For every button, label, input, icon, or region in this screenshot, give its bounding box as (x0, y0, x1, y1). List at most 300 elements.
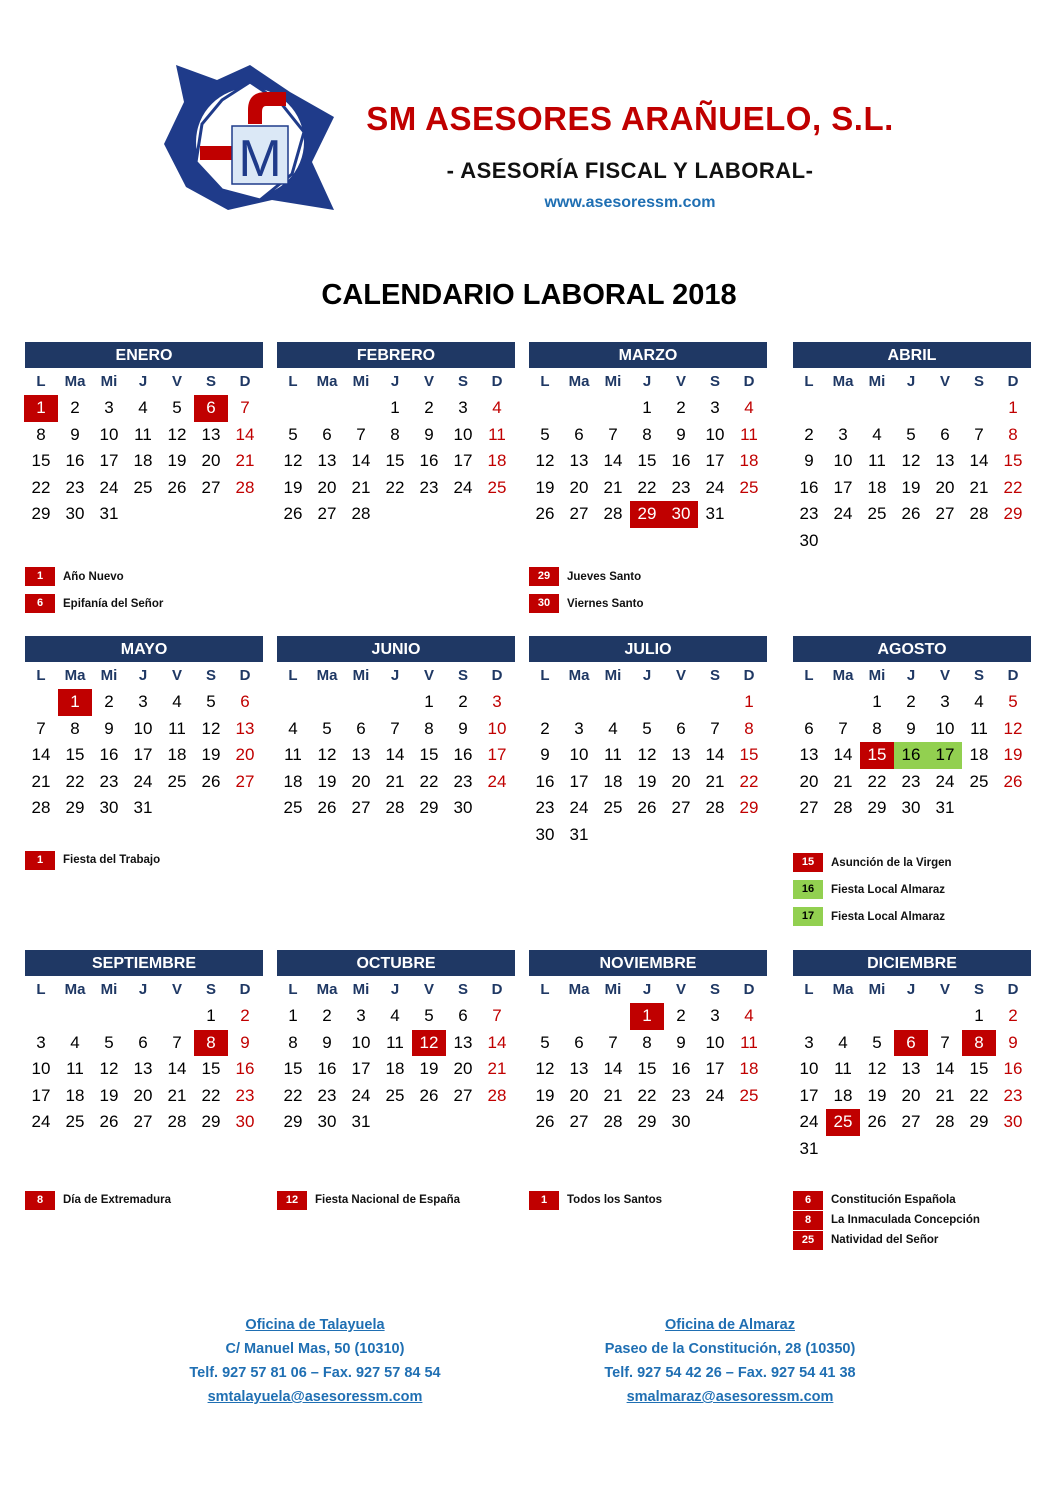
day-cell: 21 (603, 477, 623, 497)
day-cell: 12 (637, 745, 657, 765)
weekday-label: D (743, 373, 755, 390)
sunday-day-cell: 9 (1008, 1032, 1018, 1052)
day-cell: 29 (637, 1112, 657, 1132)
day-cell: 17 (833, 477, 853, 497)
legend-item (529, 1190, 769, 1210)
sunday-day-cell: 25 (739, 1085, 759, 1105)
day-cell: 4 (838, 1032, 848, 1052)
day-cell: 2 (70, 398, 80, 417)
day-cell: 6 (940, 424, 950, 444)
day-cell: 3 (574, 718, 584, 738)
month-grid (276, 662, 515, 822)
day-cell: 19 (99, 1085, 119, 1105)
empty-cell (928, 1003, 962, 1030)
empty-cell (792, 395, 826, 422)
month-junio (277, 636, 515, 822)
month-grid (24, 662, 263, 822)
weekday-label: S (205, 981, 216, 998)
weekday-label: Mi (100, 981, 118, 998)
local-holiday-day-cell: 17 (928, 742, 962, 769)
day-cell: 26 (419, 1085, 439, 1105)
legend-agosto (793, 849, 1033, 930)
sunday-day-cell: 21 (487, 1059, 507, 1079)
weekday-label: L (36, 667, 46, 684)
office-address: Paseo de la Constitución, 28 (10350) (604, 1341, 856, 1357)
day-cell: 21 (351, 477, 371, 497)
day-cell: 12 (201, 718, 221, 738)
legend-day-badge: 15 (793, 853, 823, 872)
sunday-day-cell: 15 (1003, 451, 1023, 471)
day-cell: 10 (705, 424, 725, 444)
day-cell: 16 (799, 477, 819, 497)
sunday-day-cell: 22 (1003, 477, 1023, 497)
day-cell: 21 (833, 771, 853, 791)
legend-day-badge: 30 (529, 594, 559, 613)
empty-cell (24, 1003, 58, 1030)
weekday-label: Mi (868, 981, 886, 998)
legend-day-badge: 6 (793, 1191, 823, 1210)
sunday-day-cell: 1 (1008, 398, 1018, 417)
day-cell: 11 (834, 1059, 852, 1079)
day-cell: 4 (288, 718, 298, 738)
month-marzo (529, 342, 767, 528)
day-cell: 26 (201, 771, 221, 791)
day-cell: 31 (569, 824, 589, 844)
day-cell: 27 (799, 798, 819, 818)
day-cell: 26 (283, 504, 303, 524)
weekday-label: D (1007, 373, 1019, 390)
weekday-label: S (457, 981, 468, 998)
legend-text: Fiesta Local Almaraz (831, 883, 945, 896)
month-grid (24, 368, 263, 528)
legend-mayo (25, 850, 265, 870)
empty-cell (528, 1003, 562, 1030)
day-cell: 9 (458, 718, 468, 738)
legend-day-badge: 16 (793, 880, 823, 899)
empty-cell (562, 689, 596, 716)
day-cell: 15 (419, 745, 439, 765)
office-email-link[interactable]: smalmaraz@asesoressm.com (626, 1389, 834, 1405)
day-cell: 9 (676, 1032, 686, 1052)
day-cell: 17 (569, 771, 589, 791)
holiday-day-cell: 8 (962, 1030, 996, 1057)
legend-item (25, 590, 265, 617)
day-cell: 14 (935, 1059, 955, 1079)
day-cell: 5 (540, 424, 550, 444)
empty-cell (698, 689, 732, 716)
sunday-day-cell: 23 (235, 1085, 255, 1105)
day-cell: 6 (574, 1032, 584, 1052)
day-cell: 23 (65, 477, 85, 497)
day-cell: 19 (419, 1059, 439, 1079)
month-diciembre (793, 950, 1031, 1163)
sunday-day-cell: 11 (488, 424, 506, 444)
weekday-label: Mi (352, 373, 370, 390)
day-cell: 28 (603, 504, 623, 524)
day-cell: 18 (867, 477, 887, 497)
sunday-day-cell: 4 (744, 1006, 754, 1025)
day-cell: 6 (322, 424, 332, 444)
day-cell: 30 (453, 798, 473, 818)
day-cell: 9 (424, 424, 434, 444)
day-cell: 26 (535, 1112, 555, 1132)
day-cell: 1 (206, 1006, 216, 1025)
weekday-label: V (675, 981, 686, 998)
day-cell: 20 (901, 1085, 921, 1105)
month-enero (25, 342, 263, 528)
day-cell: 24 (453, 477, 473, 497)
day-cell: 28 (833, 798, 853, 818)
day-cell: 24 (31, 1112, 51, 1132)
legend-day-badge: 29 (529, 567, 559, 586)
weekday-label: L (804, 373, 814, 390)
day-cell: 13 (671, 745, 691, 765)
weekday-label: L (36, 373, 46, 390)
day-cell: 12 (99, 1059, 119, 1079)
day-cell: 24 (935, 771, 955, 791)
day-cell: 15 (637, 451, 657, 471)
day-cell: 8 (642, 1032, 652, 1052)
sunday-day-cell: 13 (235, 718, 255, 738)
sunday-day-cell: 7 (492, 1006, 502, 1025)
empty-cell (860, 395, 894, 422)
day-cell: 20 (671, 771, 691, 791)
sunday-day-cell: 25 (487, 477, 507, 497)
empty-cell (928, 395, 962, 422)
empty-cell (962, 395, 996, 422)
legend-item (25, 850, 265, 870)
legend-day-badge: 1 (529, 1191, 559, 1210)
sunday-day-cell: 8 (1008, 424, 1018, 444)
weekday-label: D (491, 981, 503, 998)
day-cell: 12 (535, 451, 555, 471)
day-cell: 10 (705, 1032, 725, 1052)
empty-cell (344, 689, 378, 716)
day-cell: 4 (974, 692, 984, 711)
day-cell: 16 (535, 771, 555, 791)
weekday-label: D (491, 373, 503, 390)
weekday-label: V (171, 981, 182, 998)
day-cell: 6 (458, 1006, 468, 1025)
empty-cell (276, 689, 310, 716)
day-cell: 27 (901, 1112, 921, 1132)
month-header: ENERO (25, 342, 263, 368)
day-cell: 28 (935, 1112, 955, 1132)
day-cell: 10 (133, 718, 153, 738)
day-cell: 14 (31, 745, 51, 765)
empty-cell (310, 395, 344, 422)
weekday-label: V (939, 981, 950, 998)
day-cell: 17 (799, 1085, 819, 1105)
weekday-label: Ma (832, 981, 854, 998)
day-cell: 6 (804, 718, 814, 738)
legend-day-badge: 1 (25, 567, 55, 586)
legend-day-badge: 6 (25, 594, 55, 613)
day-cell: 22 (969, 1085, 989, 1105)
day-cell: 20 (317, 477, 337, 497)
day-cell: 19 (901, 477, 921, 497)
company-website-link[interactable]: www.asesoressm.com (544, 194, 716, 211)
legend-septiembre (25, 1190, 265, 1210)
day-cell: 25 (603, 798, 623, 818)
day-cell: 2 (424, 398, 434, 417)
day-cell: 5 (322, 718, 332, 738)
day-cell: 20 (935, 477, 955, 497)
day-cell: 21 (935, 1085, 955, 1105)
day-cell: 3 (804, 1032, 814, 1052)
day-cell: 23 (99, 771, 119, 791)
day-cell: 26 (99, 1112, 119, 1132)
day-cell: 21 (705, 771, 725, 791)
holiday-day-cell: 8 (194, 1030, 228, 1057)
weekday-label: L (36, 981, 46, 998)
day-cell: 30 (65, 504, 85, 524)
day-cell: 8 (872, 718, 882, 738)
weekday-label: J (906, 667, 916, 684)
day-cell: 24 (133, 771, 153, 791)
day-cell: 19 (867, 1085, 887, 1105)
day-cell: 5 (424, 1006, 434, 1025)
empty-cell (792, 1003, 826, 1030)
day-cell: 27 (317, 504, 337, 524)
day-cell: 9 (322, 1032, 332, 1052)
office-title: Oficina de Talayuela (245, 1317, 385, 1333)
day-cell: 14 (603, 1059, 623, 1079)
day-cell: 24 (799, 1112, 819, 1132)
day-cell: 20 (569, 1085, 589, 1105)
empty-cell (562, 1003, 596, 1030)
month-grid (528, 662, 767, 849)
weekday-label: Mi (100, 667, 118, 684)
legend-diciembre (793, 1190, 1033, 1250)
sunday-day-cell: 20 (235, 745, 255, 765)
company-logo (162, 62, 338, 212)
office-email-link[interactable]: smtalayuela@asesoressm.com (207, 1389, 423, 1405)
month-febrero (277, 342, 515, 528)
day-cell: 7 (36, 718, 46, 738)
weekday-label: S (973, 667, 984, 684)
sunday-day-cell: 3 (492, 692, 502, 711)
day-cell: 28 (167, 1112, 187, 1132)
day-cell: 13 (799, 745, 819, 765)
weekday-label: V (423, 373, 434, 390)
month-grid (24, 976, 263, 1136)
day-cell: 16 (65, 451, 85, 471)
month-octubre (277, 950, 515, 1136)
day-cell: 25 (167, 771, 187, 791)
office-phones: Telf. 927 57 81 06 – Fax. 927 57 84 54 (189, 1365, 441, 1381)
holiday-day-cell: 1 (24, 395, 58, 422)
weekday-label: S (709, 667, 720, 684)
day-cell: 16 (671, 1059, 691, 1079)
day-cell: 23 (671, 477, 691, 497)
legend-noviembre (529, 1190, 769, 1210)
day-cell: 29 (419, 798, 439, 818)
day-cell: 13 (901, 1059, 921, 1079)
day-cell: 4 (872, 424, 882, 444)
page-header (0, 0, 1058, 260)
weekday-label: Ma (568, 981, 590, 998)
sunday-day-cell: 4 (744, 398, 754, 417)
day-cell: 24 (705, 477, 725, 497)
day-cell: 6 (356, 718, 366, 738)
day-cell: 10 (569, 745, 589, 765)
day-cell: 12 (317, 745, 337, 765)
office-address: C/ Manuel Mas, 50 (10310) (225, 1341, 405, 1357)
day-cell: 22 (637, 1085, 657, 1105)
day-cell: 17 (133, 745, 153, 765)
day-cell: 6 (574, 424, 584, 444)
day-cell: 23 (535, 798, 555, 818)
day-cell: 19 (283, 477, 303, 497)
sunday-day-cell: 18 (739, 1059, 759, 1079)
empty-cell (58, 1003, 92, 1030)
empty-cell (24, 689, 58, 716)
legend-enero (25, 563, 265, 617)
day-cell: 26 (167, 477, 187, 497)
day-cell: 19 (317, 771, 337, 791)
day-cell: 15 (31, 451, 51, 471)
sunday-day-cell: 7 (240, 398, 250, 417)
weekday-label: V (171, 373, 182, 390)
day-cell: 22 (31, 477, 51, 497)
weekday-label: J (642, 373, 652, 390)
weekday-label: D (743, 981, 755, 998)
empty-cell (160, 1003, 194, 1030)
weekday-label: J (642, 667, 652, 684)
legend-day-badge: 1 (25, 851, 55, 870)
day-cell: 10 (453, 424, 473, 444)
empty-cell (792, 689, 826, 716)
sunday-day-cell: 4 (492, 398, 502, 417)
weekday-label: L (540, 667, 550, 684)
weekday-label: Ma (316, 373, 338, 390)
day-cell: 8 (288, 1032, 298, 1052)
day-cell: 15 (385, 451, 405, 471)
weekday-label: J (138, 667, 148, 684)
day-cell: 2 (540, 718, 550, 738)
weekday-label: V (939, 667, 950, 684)
day-cell: 11 (868, 451, 886, 471)
day-cell: 2 (104, 692, 114, 711)
day-cell: 26 (637, 798, 657, 818)
sunday-day-cell: 14 (487, 1032, 507, 1052)
company-subtitle: - ASESORÍA FISCAL Y LABORAL- (446, 158, 814, 183)
day-cell: 3 (838, 424, 848, 444)
day-cell: 19 (535, 1085, 555, 1105)
weekday-label: Ma (568, 373, 590, 390)
month-grid (792, 368, 1031, 555)
day-cell: 24 (569, 798, 589, 818)
day-cell: 3 (710, 1006, 720, 1025)
day-cell: 6 (138, 1032, 148, 1052)
legend-item (529, 590, 769, 617)
sunday-day-cell: 1 (744, 692, 754, 711)
weekday-label: Mi (100, 373, 118, 390)
day-cell: 24 (351, 1085, 371, 1105)
day-cell: 8 (390, 424, 400, 444)
weekday-label: S (205, 373, 216, 390)
day-cell: 17 (705, 1059, 725, 1079)
legend-item (793, 1230, 1033, 1250)
day-cell: 29 (201, 1112, 221, 1132)
day-cell: 8 (70, 718, 80, 738)
weekday-label: L (804, 667, 814, 684)
empty-cell (310, 689, 344, 716)
day-cell: 13 (569, 451, 589, 471)
holiday-day-cell: 12 (412, 1030, 446, 1057)
weekday-label: L (540, 373, 550, 390)
day-cell: 11 (970, 718, 988, 738)
day-cell: 4 (390, 1006, 400, 1025)
weekday-label: D (239, 667, 251, 684)
legend-text: Fiesta Local Almaraz (831, 910, 945, 923)
day-cell: 15 (969, 1059, 989, 1079)
day-cell: 13 (351, 745, 371, 765)
day-cell: 7 (974, 424, 984, 444)
day-cell: 2 (906, 692, 916, 711)
day-cell: 4 (70, 1032, 80, 1052)
month-grid (276, 976, 515, 1136)
day-cell: 7 (356, 424, 366, 444)
legend-day-badge: 17 (793, 907, 823, 926)
day-cell: 7 (172, 1032, 182, 1052)
legend-text: Todos los Santos (567, 1194, 662, 1206)
day-cell: 25 (133, 477, 153, 497)
month-header: ABRIL (793, 342, 1031, 368)
month-header: MAYO (25, 636, 263, 662)
day-cell: 10 (351, 1032, 371, 1052)
sunday-day-cell: 22 (739, 771, 759, 791)
weekday-label: D (1007, 667, 1019, 684)
day-cell: 28 (385, 798, 405, 818)
day-cell: 8 (642, 424, 652, 444)
day-cell: 4 (138, 398, 148, 417)
weekday-label: J (138, 981, 148, 998)
month-header: NOVIEMBRE (529, 950, 767, 976)
sunday-day-cell: 15 (739, 745, 759, 765)
weekday-label: V (675, 373, 686, 390)
weekday-label: S (457, 667, 468, 684)
day-cell: 3 (940, 692, 950, 711)
day-cell: 12 (167, 424, 187, 444)
legend-day-badge: 25 (793, 1231, 823, 1250)
day-cell: 28 (603, 1112, 623, 1132)
office-phones: Telf. 927 54 42 26 – Fax. 927 54 41 38 (604, 1365, 856, 1381)
day-cell: 4 (172, 692, 182, 711)
day-cell: 12 (867, 1059, 887, 1079)
sunday-day-cell: 29 (1003, 504, 1023, 524)
month-grid (276, 368, 515, 528)
sunday-day-cell: 24 (487, 771, 507, 791)
month-grid (528, 976, 767, 1136)
svg-text:M: M (238, 130, 282, 188)
empty-cell (826, 395, 860, 422)
sunday-day-cell: 18 (487, 451, 507, 471)
day-cell: 14 (351, 451, 371, 471)
day-cell: 18 (603, 771, 623, 791)
month-header: JUNIO (277, 636, 515, 662)
day-cell: 16 (671, 451, 691, 471)
weekday-label: J (390, 373, 400, 390)
day-cell: 22 (867, 771, 887, 791)
day-cell: 9 (804, 451, 814, 471)
day-cell: 23 (671, 1085, 691, 1105)
legend-text: Natividad del Señor (831, 1234, 939, 1246)
day-cell: 27 (201, 477, 221, 497)
day-cell: 22 (637, 477, 657, 497)
weekday-label: J (906, 373, 916, 390)
